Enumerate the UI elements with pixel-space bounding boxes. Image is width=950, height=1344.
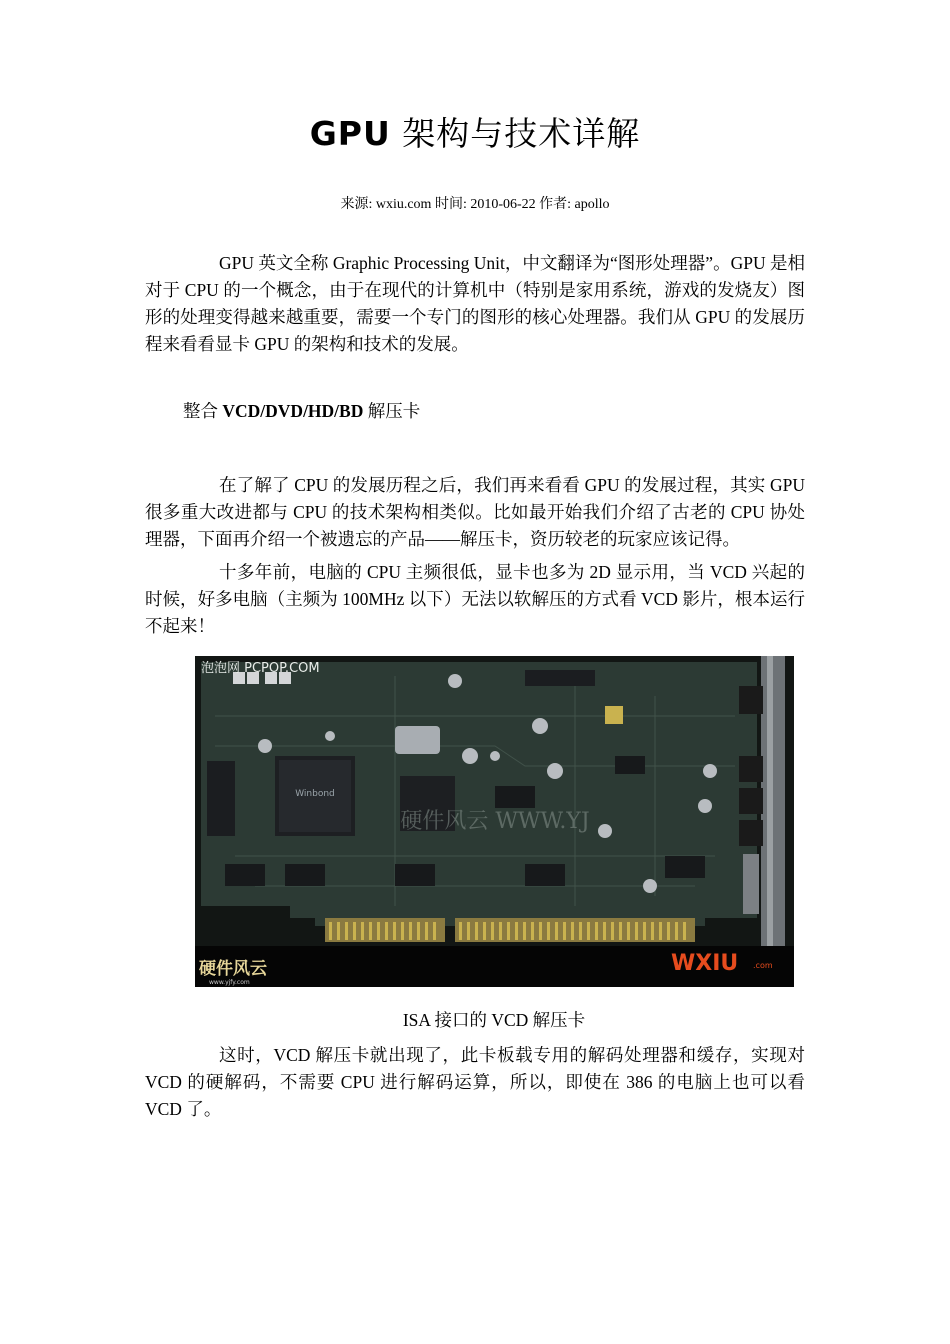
article-meta: 来源: wxiu.com 时间: 2010-06-22 作者: apollo bbox=[340, 197, 610, 212]
decoder-card-photo bbox=[195, 656, 794, 987]
pcpop-watermark: 泡泡网 PCPOP.COM bbox=[201, 661, 320, 676]
section-heading bbox=[183, 399, 420, 423]
heading-bold: VCD/DVD/HD/BD bbox=[222, 401, 364, 421]
heading-prefix: 整合 bbox=[183, 401, 223, 421]
title-latin: GPU bbox=[309, 114, 391, 153]
wxiu-logo-suffix: .com bbox=[753, 961, 773, 970]
paragraph-history: 在了解了 CPU 的发展历程之后，我们再来看看 GPU 的发展过程，其实 GPU 很多重大改进都与 CPU 的技术架构相类似。比如最开始我们介绍了古老的 CPU 协处理器，下面再介绍一个被遗忘的产品——解压卡，资历较老的玩家应该记得。 bbox=[145, 475, 805, 549]
paragraph-decoder: 这时，VCD 解压卡就出现了，此卡板载专用的解码处理器和缓存，实现对 VCD 的硬解码，不需要 CPU 进行解码运算，所以，即使在 386 的电脑上也可以看 VCD 了。 bbox=[145, 1045, 805, 1119]
svg-text:Winbond: Winbond bbox=[295, 789, 335, 799]
yjfy-url: www.yjfy.com bbox=[209, 979, 250, 986]
paragraph-vcd: 十多年前，电脑的 CPU 主频很低，显卡也多为 2D 显示用，当 VCD 兴起的时候，好多电脑（主频为 100MHz 以下）无法以软解压的方式看 VCD 影片，根本运行不起来！ bbox=[145, 562, 805, 636]
document-title bbox=[0, 112, 950, 157]
heading-suffix: 解压卡 bbox=[363, 401, 421, 421]
title-cjk: 架构与技术详解 bbox=[390, 114, 641, 153]
decoder-card-illustration bbox=[195, 656, 794, 987]
wxiu-logo: WXIU bbox=[671, 951, 739, 976]
yjfy-watermark: 硬件风云 bbox=[199, 959, 267, 979]
paragraph-intro: GPU 英文全称 Graphic Processing Unit，中文翻译为“图形处理器”。GPU 是相对于 CPU 的一个概念，由于在现代的计算机中（特别是家用系统，游戏的发烧友）图形的处理变得越来越重要，需要一个专门的图形的核心处理器。我们从 GPU 的发展历程来看看显卡 GPU 的架构和技术的发展。 bbox=[145, 253, 805, 354]
figure-caption: ISA 接口的 VCD 解压卡 bbox=[402, 1010, 586, 1030]
center-watermark: 硬件风云 WWW.YJ bbox=[400, 809, 590, 834]
